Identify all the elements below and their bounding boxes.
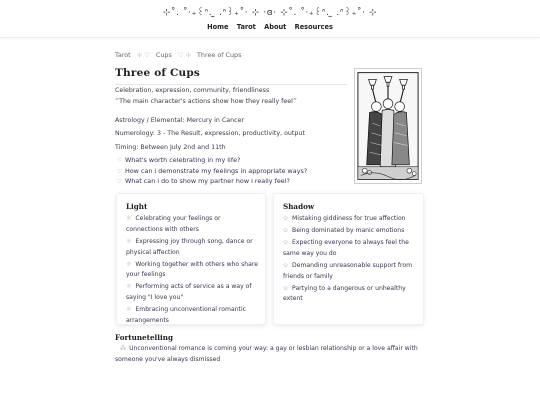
star-outline-bullet-icon: ✩ [283, 215, 289, 222]
light-item-text: Expressing joy through song, dance or physical affection [126, 237, 253, 256]
card-astrology: Astrology / Elemental: Mercury in Cancer [115, 117, 245, 124]
nav-resources[interactable]: Resources [294, 23, 333, 31]
light-item-text: Celebrating your feelings or connections with others [126, 215, 221, 233]
light-panel [116, 193, 266, 325]
heart-bullet-icon: ♡ [117, 179, 122, 185]
list-item [126, 260, 259, 282]
title-divider [115, 84, 347, 85]
list-item [283, 214, 417, 225]
site-header [0, 0, 540, 38]
question-text: What's worth celebrating in my life? [124, 156, 241, 164]
light-item-text: Working together with others who share your feelings [126, 260, 258, 279]
shadow-item-text: Being dominated by manic emotions [292, 226, 405, 234]
fortune-text-body: Unconventional romance is coming your way: a gay or lesbian relationship or a love affair with someone you've always dismissed [115, 345, 418, 363]
light-list [126, 214, 259, 328]
card-quote-text: The main character's actions show how they really feel [119, 98, 293, 105]
list-item [283, 238, 417, 260]
list-item [126, 282, 259, 304]
breadcrumb-separator: ♡ ⊹ [177, 51, 191, 59]
star-outline-bullet-icon: ✩ [283, 226, 289, 234]
card-keywords: Celebration, expression, community, friendliness [115, 87, 270, 94]
breadcrumb [115, 51, 241, 59]
tarot-card-image [354, 68, 422, 184]
nav-tarot[interactable]: Tarot [236, 23, 256, 31]
list-item [126, 214, 259, 236]
question-text: What can i do to show my partner how i really feel? [124, 177, 290, 185]
fortune-text [115, 344, 425, 366]
sun-bullet-icon: ☼ [126, 260, 132, 268]
breadcrumb-cups[interactable]: Cups [155, 51, 172, 59]
breadcrumb-current: Three of Cups [197, 51, 242, 59]
sun-bullet-icon: ☼ [126, 306, 132, 314]
shadow-item-text: Mistaking giddiness for true affection [292, 215, 406, 222]
heart-bullet-icon: ♡ [117, 168, 122, 175]
light-item-text: Embracing unconventional romantic arrangements [126, 306, 246, 324]
breadcrumb-tarot[interactable]: Tarot [115, 51, 131, 59]
light-item-text: Performing acts of service as a way of saying "I love you" [126, 283, 252, 302]
list-item [117, 167, 307, 178]
reflection-questions [117, 156, 307, 188]
card-timing: Timing: Between July 2nd and 11th [115, 144, 226, 151]
page-title: Three of Cups [115, 67, 201, 79]
sun-bullet-icon: ☼ [126, 283, 132, 291]
sparkle-bullet-icon: ⁂ [120, 345, 127, 352]
star-outline-bullet-icon: ✩ [283, 238, 289, 246]
shadow-item-text: Expecting everyone to always feel the same way you do [283, 238, 409, 257]
nav-about[interactable]: About [264, 23, 287, 31]
star-outline-bullet-icon: ✩ [283, 261, 289, 269]
sun-bullet-icon: ☼ [126, 215, 132, 222]
list-item [283, 261, 417, 283]
fortune-heading: Fortunetelling [115, 333, 173, 342]
star-outline-bullet-icon: ✩ [283, 284, 289, 292]
close-quote-icon: ” [292, 97, 298, 106]
site-title[interactable]: ⊹˚. ˚‧₊꒰ᐢ. ̫ .ᐢ꒱₊˚‧ ⊹ ·ɞ· ⊹˚. ˚‧₊꒰ᐢ. ̫ .ᐢ꒱₊˚‧ ⊹ [162, 8, 378, 18]
nav-home[interactable]: Home [207, 23, 229, 31]
shadow-item-text: Partying to a dangerous or unhealthy extent [283, 284, 406, 303]
shadow-panel [273, 193, 424, 325]
list-item [283, 284, 417, 306]
card-quote [115, 97, 297, 106]
shadow-heading: Shadow [283, 202, 315, 211]
main-nav [0, 23, 540, 31]
question-text: How can i demonstrate my feelings in appropriate ways? [124, 166, 308, 175]
shadow-item-text: Demanding unreasonable support from friends or family [283, 261, 413, 280]
list-item [117, 156, 307, 167]
list-item [283, 226, 417, 237]
list-item [126, 305, 259, 327]
breadcrumb-separator: ⊹ ♡ [136, 51, 150, 59]
list-item [117, 177, 307, 188]
sun-bullet-icon: ☼ [126, 237, 132, 245]
light-heading: Light [126, 202, 148, 211]
heart-bullet-icon: ♡ [117, 158, 122, 164]
shadow-list [283, 214, 417, 306]
list-item [126, 237, 259, 259]
card-numerology: Numerology: 3 - The Result, expression, productivity, output [115, 130, 305, 137]
open-quote-icon: “ [115, 97, 120, 106]
